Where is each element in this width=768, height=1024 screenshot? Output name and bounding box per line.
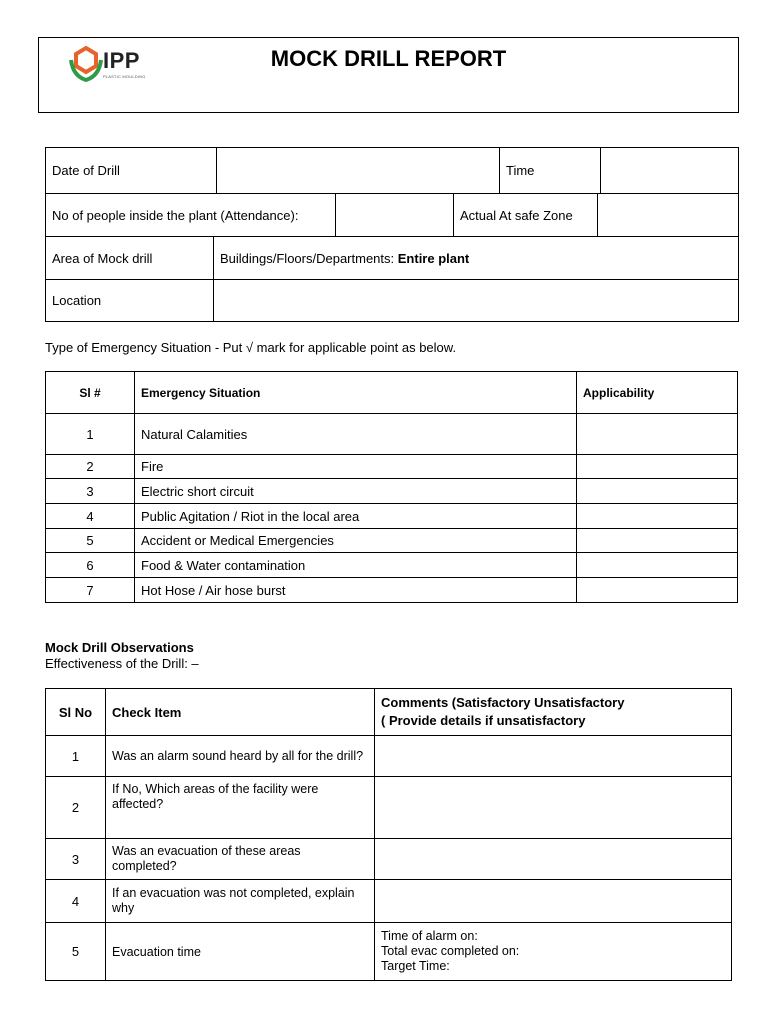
emergency-header-applicability: Applicability [577, 372, 738, 414]
applicability-cell[interactable] [577, 455, 738, 479]
table-row [46, 414, 738, 455]
area-label: Area of Mock drill [46, 237, 214, 280]
applicability-cell[interactable] [577, 529, 738, 553]
area-prefix: Buildings/Floors/Departments: [220, 250, 398, 266]
obs-item: If No, Which areas of the facility were affected? [106, 777, 375, 839]
obs-header-item: Check Item [106, 689, 375, 736]
time-field[interactable] [601, 148, 739, 194]
emergency-sl: 2 [46, 455, 135, 479]
emergency-header-sl: Sl # [46, 372, 135, 414]
applicability-cell[interactable] [577, 578, 738, 603]
evac-completed-label: Total evac completed on: [381, 944, 520, 958]
applicability-cell[interactable] [577, 479, 738, 504]
applicability-cell[interactable] [577, 553, 738, 578]
time-label: Time [500, 148, 601, 194]
drill-info-table-row2 [45, 193, 739, 237]
obs-header-comments [375, 689, 732, 736]
emergency-sl: 6 [46, 553, 135, 578]
observations-table [45, 688, 732, 981]
obs-header-comments-line2: ( Provide details if unsatisfactory [381, 713, 586, 728]
table-row [46, 923, 732, 981]
emergency-situation: Public Agitation / Riot in the local area [135, 504, 577, 529]
obs-sl: 3 [46, 839, 106, 880]
emergency-sl: 1 [46, 414, 135, 455]
table-row [46, 578, 738, 603]
applicability-cell[interactable] [577, 504, 738, 529]
date-field[interactable] [217, 148, 500, 194]
table-row [46, 736, 732, 777]
table-row [46, 479, 738, 504]
observations-heading: Mock Drill Observations [45, 640, 194, 655]
logo-wordmark: IPP [103, 48, 140, 73]
obs-comment-cell[interactable] [375, 839, 732, 880]
obs-header-sl: Sl No [46, 689, 106, 736]
emergency-table [45, 371, 738, 603]
obs-comment-cell[interactable] [375, 777, 732, 839]
observations-subheading: Effectiveness of the Drill: – [45, 656, 199, 671]
drill-info-table [45, 147, 739, 194]
emergency-sl: 5 [46, 529, 135, 553]
obs-comment-cell[interactable] [375, 880, 732, 923]
table-row [46, 529, 738, 553]
obs-sl: 4 [46, 880, 106, 923]
logo-subtitle: PLASTIC MOULDING [103, 74, 146, 79]
emergency-situation: Electric short circuit [135, 479, 577, 504]
obs-item: Was an evacuation of these areas completed? [106, 839, 375, 880]
obs-item: Was an alarm sound heard by all for the drill? [106, 736, 375, 777]
obs-item: Evacuation time [106, 923, 375, 981]
emergency-situation: Hot Hose / Air hose burst [135, 578, 577, 603]
emergency-situation: Food & Water contamination [135, 553, 577, 578]
obs-sl: 1 [46, 736, 106, 777]
obs-item: If an evacuation was not completed, explain why [106, 880, 375, 923]
date-label: Date of Drill [46, 148, 217, 194]
emergency-situation: Natural Calamities [135, 414, 577, 455]
emergency-sl: 4 [46, 504, 135, 529]
table-row [46, 553, 738, 578]
safe-zone-field[interactable] [598, 194, 739, 237]
evac-comment-cell[interactable] [375, 923, 732, 981]
obs-comment-cell[interactable] [375, 736, 732, 777]
table-row [46, 504, 738, 529]
table-row [46, 839, 732, 880]
area-value: Entire plant [397, 250, 470, 266]
page-title: MOCK DRILL REPORT [270, 46, 507, 71]
applicability-cell[interactable] [577, 414, 738, 455]
emergency-situation: Fire [135, 455, 577, 479]
obs-sl: 5 [46, 923, 106, 981]
safe-zone-label: Actual At safe Zone [454, 194, 598, 237]
drill-info-table-row3 [45, 236, 739, 322]
obs-sl: 2 [46, 777, 106, 839]
people-label: No of people inside the plant (Attendance): [46, 194, 336, 237]
alarm-on-label: Time of alarm on: [381, 929, 478, 943]
location-label: Location [46, 280, 214, 322]
table-row [46, 880, 732, 923]
report-header [38, 37, 739, 113]
emergency-sl: 7 [46, 578, 135, 603]
emergency-instruction: Type of Emergency Situation - Put √ mark for applicable point as below. [45, 340, 457, 355]
target-time-label: Target Time: [381, 959, 450, 973]
table-row [46, 777, 732, 839]
emergency-sl: 3 [46, 479, 135, 504]
people-field[interactable] [336, 194, 454, 237]
table-row [46, 455, 738, 479]
emergency-situation: Accident or Medical Emergencies [135, 529, 577, 553]
location-field[interactable] [214, 280, 739, 322]
emergency-header-situation: Emergency Situation [135, 372, 577, 414]
area-field[interactable] [214, 237, 739, 280]
obs-header-comments-line1: Comments (Satisfactory Unsatisfactory [381, 695, 625, 710]
